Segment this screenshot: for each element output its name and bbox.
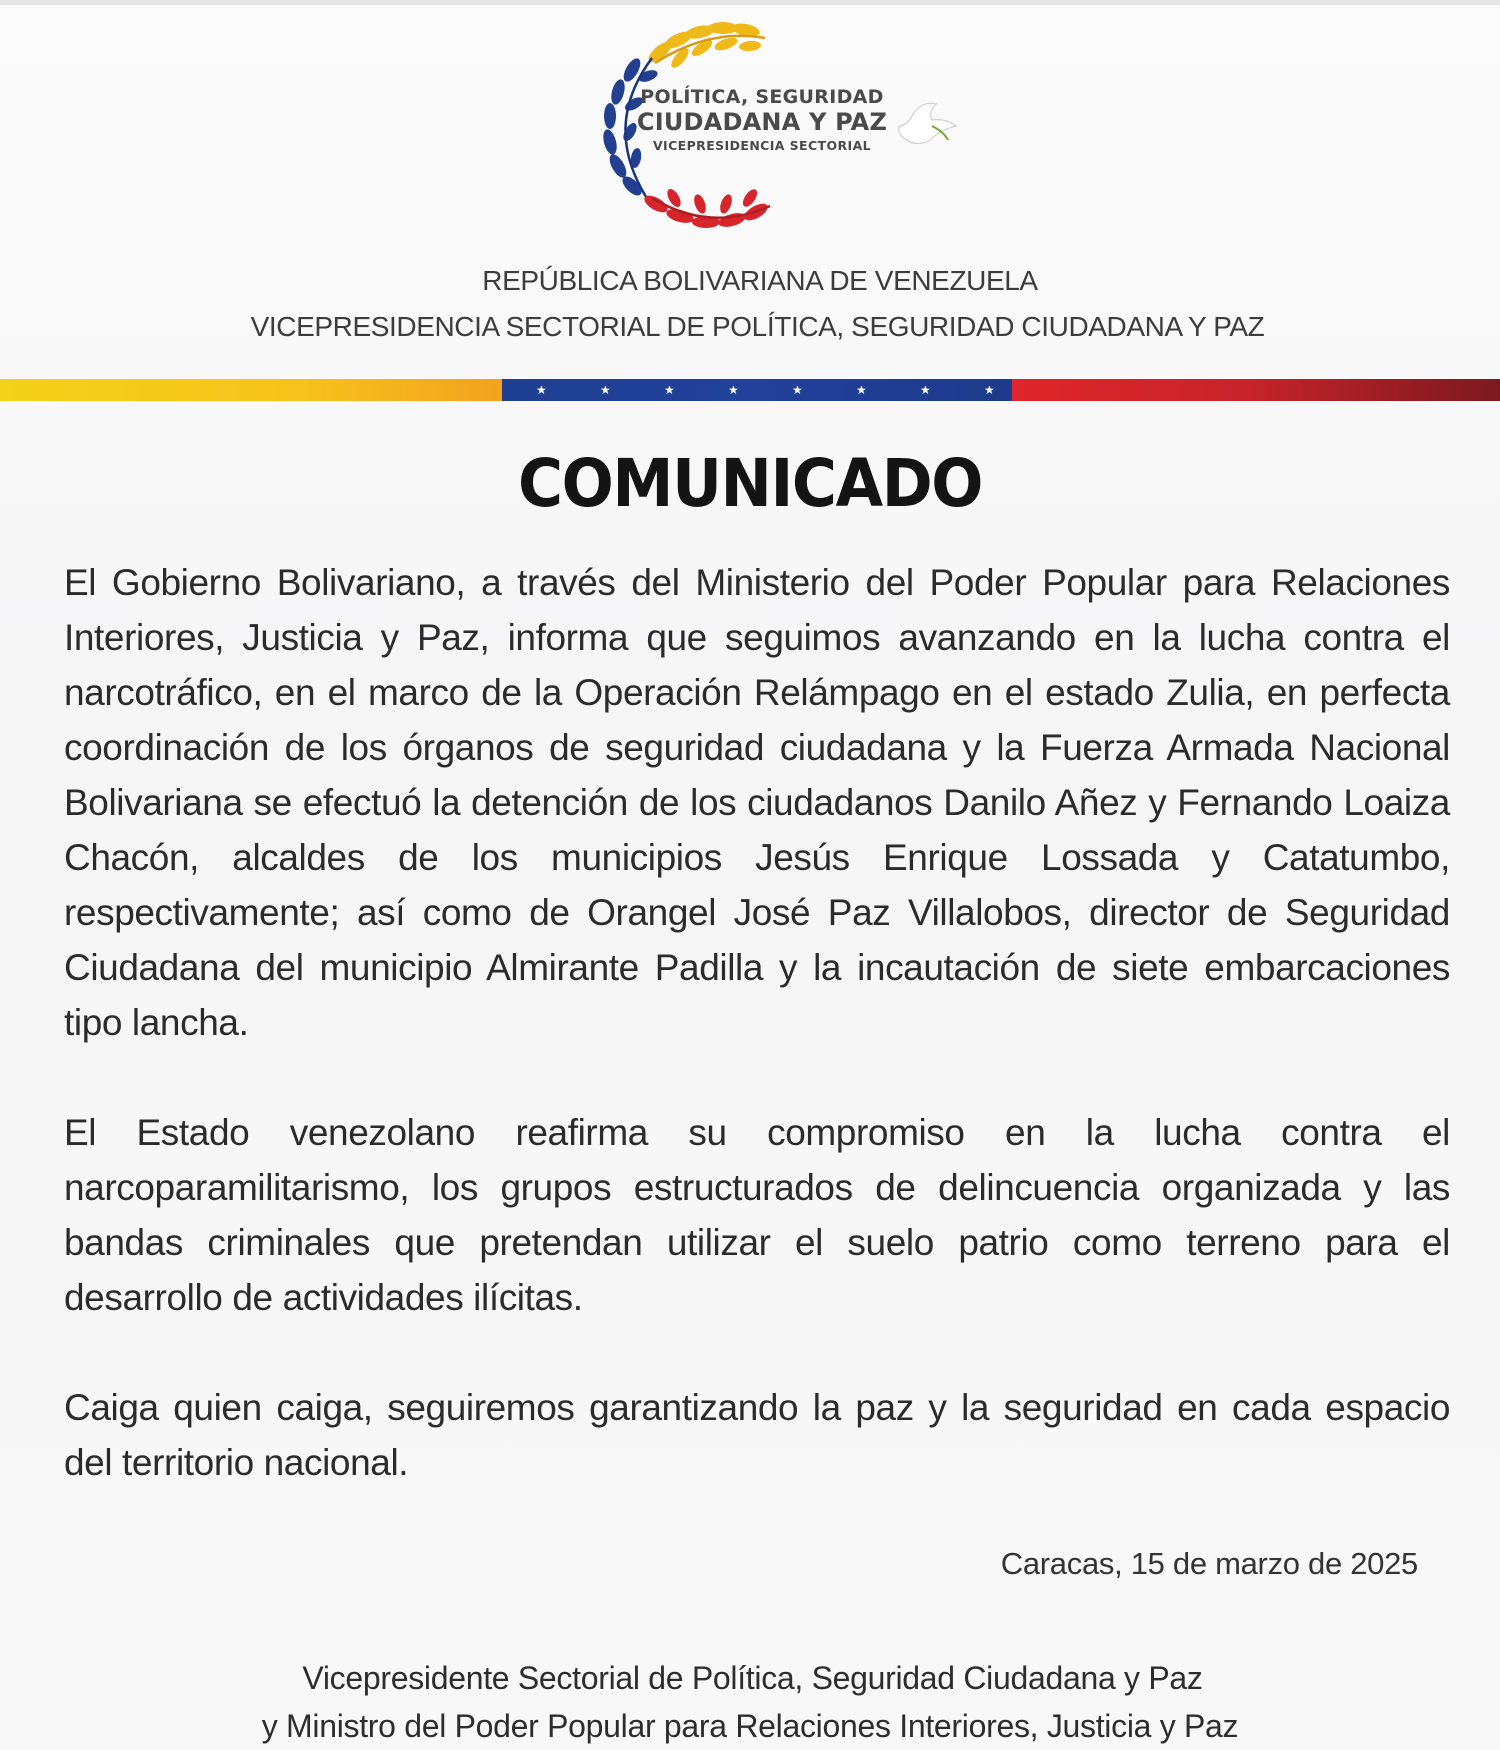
signature-block (0, 1654, 1500, 1750)
star-icon: ★ (728, 383, 739, 397)
top-edge (0, 0, 1500, 5)
logo-line-3: VICEPRESIDENCIA SECTORIAL (652, 138, 872, 154)
star-icon: ★ (792, 383, 803, 397)
document-body (64, 555, 1450, 1490)
signature-line-1: Vicepresidente Sectorial de Política, Seguridad Ciudadana y Paz (302, 1660, 1203, 1696)
logo-line-2: CIUDADANA Y PAZ (636, 107, 888, 136)
star-icon: ★ (536, 383, 547, 397)
header-vicepresidency: VICEPRESIDENCIA SECTORIAL DE POLÍTICA, SEGURIDAD CIUDADANA Y PAZ (250, 311, 1265, 342)
flag-band (0, 379, 1500, 401)
logo-text (622, 88, 902, 152)
paragraph-3: Caiga quien caiga, seguiremos garantizando la paz y la seguridad en cada espacio del territorio nacional. (64, 1387, 1450, 1483)
star-icon: ★ (600, 383, 611, 397)
logo-line-1: POLÍTICA, SEGURIDAD (640, 86, 884, 108)
paragraph-2: El Estado venezolano reafirma su compromiso en la lucha contra el narcoparamilitarismo, los grupos estructurados de delincuencia organizada y las bandas criminales que pretendan utilizar el suelo patrio como terreno para el desarrollo de actividades ilícitas. (64, 1112, 1450, 1318)
star-icon: ★ (856, 383, 867, 397)
star-icon: ★ (984, 383, 995, 397)
signature-line-2: y Ministro del Poder Popular para Relaciones Interiores, Justicia y Paz (261, 1708, 1239, 1744)
ministry-logo (560, 8, 980, 248)
header-republic: REPÚBLICA BOLIVARIANA DE VENEZUELA (482, 265, 1038, 296)
document-date: Caracas, 15 de marzo de 2025 (1000, 1546, 1418, 1581)
flag-band-yellow (0, 379, 502, 401)
document-header (0, 258, 1500, 350)
document-title: COMUNICADO (517, 445, 983, 522)
star-icon: ★ (920, 383, 931, 397)
paragraph-1: El Gobierno Bolivariano, a través del Ministerio del Poder Popular para Relaciones Interiores, Justicia y Paz, informa que seguimos avanzando en la lucha contra el narcotráfico, en el marco de la Operación Relámpago en el estado Zulia, en perfecta coordinación de los órganos de seguridad ciudadana y la Fuerza Armada Nacional Bolivariana se efectuó la detención de los ciudadanos Danilo Añez y Fernando Loaiza Chacón, alcaldes de los municipios Jesús Enrique Lossada y Catatumbo, respectivamente; así como de Orangel José Paz Villalobos, director de Seguridad Ciudadana del municipio Almirante Padilla y la incautación de siete embarcaciones tipo lancha. (64, 562, 1450, 1043)
star-icon: ★ (664, 383, 675, 397)
flag-band-blue (502, 379, 1012, 401)
flag-band-red (1012, 379, 1500, 401)
